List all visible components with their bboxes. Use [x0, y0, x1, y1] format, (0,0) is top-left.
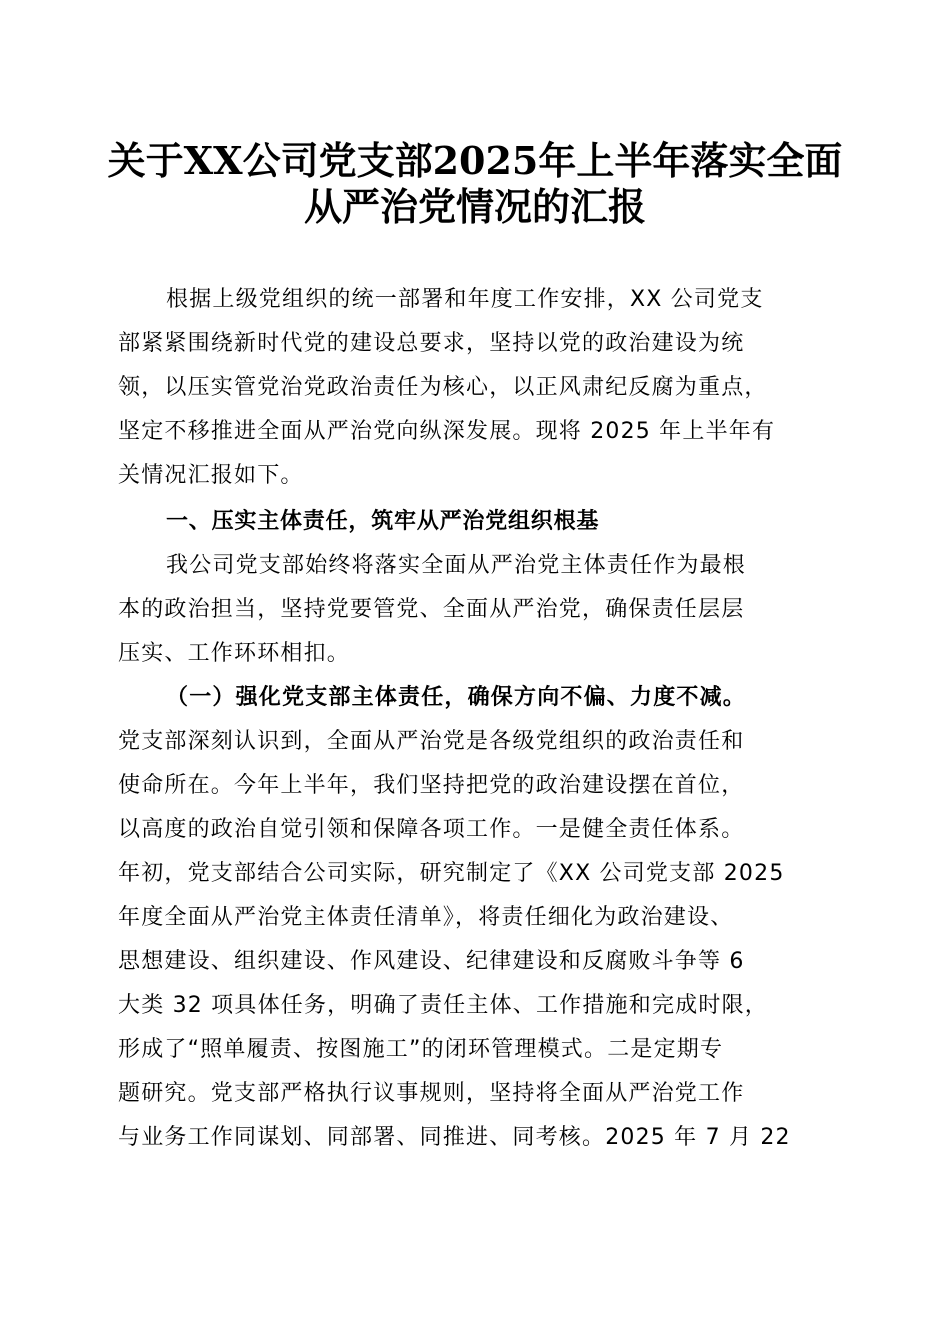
subsection-1-heading: （一）强化党支部主体责任，确保方向不偏、力度不减。: [166, 685, 747, 710]
section-1-line: 我公司党支部始终将落实全面从严治党主体责任作为最根: [166, 553, 747, 578]
subsection-1-line: 题研究。党支部严格执行议事规则，坚持将全面从严治党工作: [118, 1081, 745, 1106]
intro-line: 坚定不移推进全面从严治党向纵深发展。现将 2025 年上半年有: [118, 419, 776, 444]
subsection-1-line: 以高度的政治自觉引领和保障各项工作。一是健全责任体系。: [118, 817, 745, 842]
intro-line: 关情况汇报如下。: [118, 463, 304, 488]
section-1-heading: 一、压实主体责任，筑牢从严治党组织根基: [166, 509, 600, 534]
document-title-line-2: 从严治党情况的汇报: [303, 184, 646, 229]
subsection-1-line: 与业务工作同谋划、同部署、同推进、同考核。2025 年 7 月 22: [118, 1125, 791, 1150]
intro-line: 根据上级党组织的统一部署和年度工作安排，XX 公司党支: [166, 287, 764, 312]
subsection-1-line: 党支部深刻认识到，全面从严治党是各级党组织的政治责任和: [118, 729, 745, 754]
section-1-line: 本的政治担当，坚持党要管党、全面从严治党，确保责任层层: [118, 597, 745, 622]
intro-line: 领，以压实管党治党政治责任为核心，以正风肃纪反腐为重点，: [118, 375, 768, 400]
subsection-1-line: 年初，党支部结合公司实际，研究制定了《XX 公司党支部 2025: [118, 861, 785, 886]
subsection-1-line: 使命所在。今年上半年，我们坚持把党的政治建设摆在首位，: [118, 773, 745, 798]
subsection-1-line: 大类 32 项具体任务，明确了责任主体、工作措施和完成时限，: [118, 993, 768, 1018]
subsection-1-line: 思想建设、组织建设、作风建设、纪律建设和反腐败斗争等 6: [118, 949, 745, 974]
subsection-1-line: 形成了“照单履责、按图施工”的闭环管理模式。二是定期专: [118, 1037, 724, 1062]
intro-line: 部紧紧围绕新时代党的建设总要求，坚持以党的政治建设为统: [118, 331, 745, 356]
document-title-line-1: 关于XX公司党支部2025年上半年落实全面: [107, 138, 843, 183]
section-1-line: 压实、工作环环相扣。: [118, 641, 351, 666]
subsection-1-line: 年度全面从严治党主体责任清单》，将责任细化为政治建设、: [118, 905, 734, 930]
